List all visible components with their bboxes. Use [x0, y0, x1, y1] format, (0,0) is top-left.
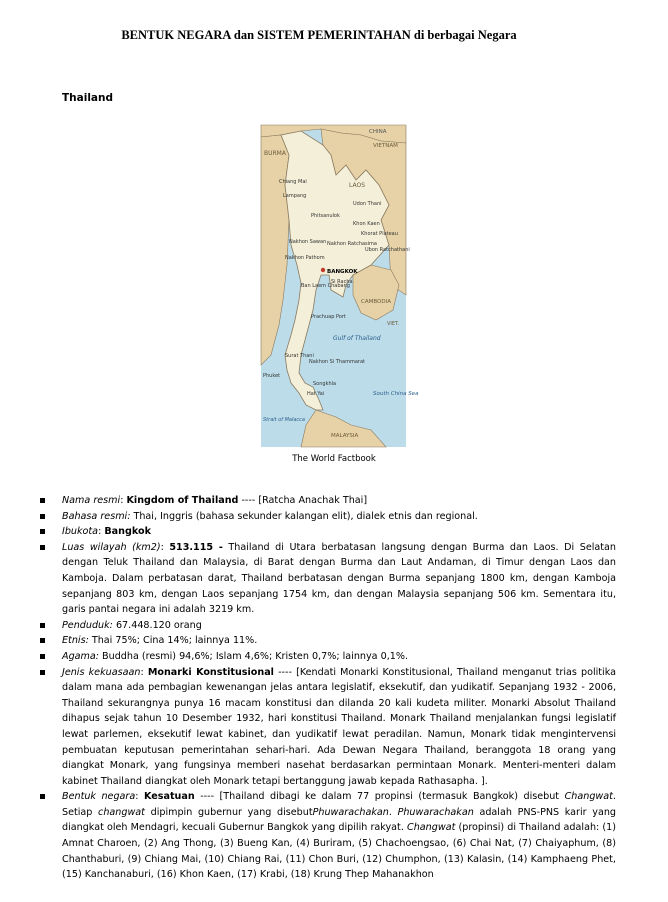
facts-list — [0, 493, 638, 883]
thailand-map — [261, 125, 419, 447]
map-label-nakhon-sawan: Nakhon Sawan — [289, 239, 327, 245]
fact-etnis — [0, 633, 638, 649]
map-label-phuket: Phuket — [263, 373, 281, 379]
fact-text: Thai, Inggris (bahasa sekunder kalangan elit), dialek etnis dan regional. — [130, 510, 478, 522]
fact-text: Buddha (resmi) 94,6%; Islam 4,6%; Kristen 0,7%; lainnya 0,1%. — [99, 650, 409, 662]
fact-key: Penduduk: — [62, 619, 113, 631]
map-label-viet: VIET. — [387, 321, 400, 327]
fact-term: Phuwarachakan — [397, 806, 474, 818]
map-label-cambodia: CAMBODIA — [361, 299, 391, 305]
fact-luas-wilayah — [0, 540, 638, 618]
map-label-malaysia: MALAYSIA — [331, 433, 359, 439]
fact-key: Jenis kekuasaan — [62, 666, 141, 678]
fact-text: Thailand di Utara berbatasan langsung dengan Burma dan Laos. Di Selatan dengan Teluk Thailand dan Malaysia, di Barat dengan Burma dan Laut Andaman, di Timur dengan Laos dan Kamboja. Dalam perbatasan darat, Thailand berbatasan dengan Burma sepanjang 1800 km, dengan Kamboja sepanjang 803 km, dengan Laos sepanjang 1754 km, dan dengan Malaysia sepanjang 506 km. Sementara itu, garis pantai negara ini adalah 3219 km. — [62, 541, 616, 616]
fact-sep: : — [120, 495, 127, 506]
fact-text: . — [388, 806, 398, 818]
map-label-lampang: Lampang — [283, 193, 307, 199]
fact-key: Luas wilayah (km2) — [62, 541, 161, 553]
map-label-burma: BURMA — [264, 150, 286, 157]
map-label-vietnam: VIETNAM — [373, 143, 398, 149]
map-caption: The World Factbook — [292, 454, 376, 464]
map-label-nakhon-ratchasima: Nakhon Ratchasima — [327, 241, 377, 247]
bullet-icon — [40, 529, 45, 534]
map-label-khorat-plateau: Khorat Plateau — [361, 231, 398, 237]
fact-value: Monarki Konstitusional — [147, 666, 274, 678]
map-label-surat-thani: Surat Thani — [285, 353, 314, 359]
fact-text: adalah PNS-PNS karir yang diangkat oleh Mendagri, kecuali Gubernur Bangkok yang dipilih rakyat. — [62, 806, 616, 834]
fact-agama — [0, 649, 638, 665]
fact-term: Changwat — [564, 791, 613, 803]
bullet-icon — [40, 514, 45, 519]
fact-nama-resmi — [0, 493, 638, 509]
map-label-nakhon-pathom: Nakhon Pathom — [285, 255, 325, 261]
country-heading: Thailand — [62, 92, 113, 104]
map-label-hat-yai: Hat Yai — [307, 391, 325, 397]
fact-bahasa-resmi — [0, 509, 638, 525]
bullet-icon — [40, 794, 45, 799]
fact-key: Bentuk negara — [62, 791, 136, 803]
map-label-ban-laem: Ban Laem Chabang — [301, 283, 350, 289]
fact-key: Agama: — [62, 650, 99, 662]
fact-key: Etnis: — [62, 635, 89, 647]
fact-text: ---- [Thailand dibagi ke dalam 77 propinsi (termasuk Bangkok) disebut — [194, 791, 565, 803]
fact-value: Bangkok — [104, 526, 151, 538]
fact-text: Thai 75%; Cina 14%; lainnya 11%. — [88, 635, 258, 647]
map-label-laos: LAOS — [349, 182, 366, 189]
fact-value: 513.115 - — [169, 541, 223, 553]
fact-text: ---- [Kendati Monarki Konstitusional, Thailand menganut trias politika dalam mana ada pembagian kewenangan jelas antara legislatif, eksekutif, dan yudikatif. Sepanjang 1932 - 2006, Thailand sekurangnya punya 16 macam konstitusi dan dilanda 20 kali kudeta militer. Monarki Absolut Thailand dihapus sejak tahun 10 Desember 1932, hari konstitusi Thailand. Monark Thailand menjalankan fungsi legislatif lewat parlemen, eksekutif lewat kabinet, dan yudikatif lewat peradilan. Namun, Monark tidak mengintervensi pembuatan keputusan pemerintahan sehari-hari. Ada Dewan Negara Thailand, beranggota 18 orang yang diangkat Monark, yang fungsinya memberi nasehat berdasarkan permintaan Monark. Menteri-menteri dalam kabinet Thailand diangkat oleh Monark tetapi bertanggung jawab kepada Rathasapha. ]. — [62, 666, 616, 787]
map-label-si-racha: Si Racha — [331, 279, 353, 285]
fact-value: Kingdom of Thailand — [126, 495, 239, 506]
map-label-nakhon-si-thammarat: Nakhon Si Thammarat — [309, 359, 366, 365]
fact-ibukota — [0, 524, 638, 540]
fact-bentuk-negara — [0, 789, 638, 883]
capital-marker — [321, 268, 325, 272]
fact-text: 67.448.120 orang — [112, 619, 202, 631]
fact-term: changwat — [98, 806, 145, 818]
map-label-chiang-mai: Chiang Mai — [279, 179, 307, 185]
fact-jenis-kekuasaan — [0, 665, 638, 790]
map-label-bangkok: BANGKOK — [327, 269, 358, 275]
fact-text: . Setiap — [62, 791, 616, 818]
fact-sep: : — [135, 791, 144, 803]
fact-value: Kesatuan — [144, 791, 195, 803]
map-label-khon-kaen: Khon Kaen — [353, 221, 380, 227]
fact-key: Nama resmi — [62, 495, 121, 506]
fact-text: dipimpin gubernur yang disebut — [144, 806, 313, 818]
fact-penduduk — [0, 618, 638, 634]
fact-text: (propinsi) di Thailand adalah: (1) Amnat Charoen, (2) Ang Thong, (3) Bueng Kan, (4) Buriram, (5) Chachoengsao, (6) Chai Nat, (7) Chaiyaphum, (8) Chanthaburi, (9) Chiang Mai, (10) Chiang Rai, (11) Chon Buri, (12) Chumphon, (13) Kalasin, (14) Kamphaeng Phet, (15) Kanchanaburi, (16) Khon Kaen, (17) Krabi, (18) Krung Thep Mahanakhon — [62, 822, 616, 881]
bullet-icon — [40, 654, 45, 659]
map-label-songkhla: Songkhla — [313, 381, 337, 387]
bullet-icon — [40, 638, 45, 643]
map-label-prachuap: Prachuap Port — [311, 314, 346, 320]
map-label-south-china-sea: South China Sea — [373, 391, 419, 397]
fact-sep: : — [98, 526, 105, 538]
fact-text: ---- [Ratcha Anachak Thai] — [238, 495, 368, 506]
map-label-ubon: Ubon Ratchathani — [365, 247, 410, 253]
bullet-icon — [40, 670, 45, 675]
fact-sep: : — [140, 666, 148, 678]
map-label-strait-of-malacca: Strait of Malacca — [263, 417, 305, 423]
page-title: BENTUK NEGARA dan SISTEM PEMERINTAHAN di berbagai Negara — [121, 28, 517, 42]
bullet-icon — [40, 623, 45, 628]
fact-key: Ibukota — [62, 526, 99, 538]
bullet-icon — [40, 498, 45, 503]
bullet-icon — [40, 545, 45, 550]
fact-sep: : — [160, 541, 170, 553]
fact-key: Bahasa resmi: — [62, 510, 131, 522]
fact-term: Changwat — [407, 822, 456, 834]
fact-term: Phuwarachakan — [312, 806, 389, 818]
map-label-udon-thani: Udon Thani — [353, 201, 382, 207]
map-label-phitsanulok: Phitsanulok — [311, 213, 340, 219]
map-label-gulf-of-thailand: Gulf of Thailand — [333, 335, 381, 342]
map-label-china: CHINA — [369, 129, 387, 135]
